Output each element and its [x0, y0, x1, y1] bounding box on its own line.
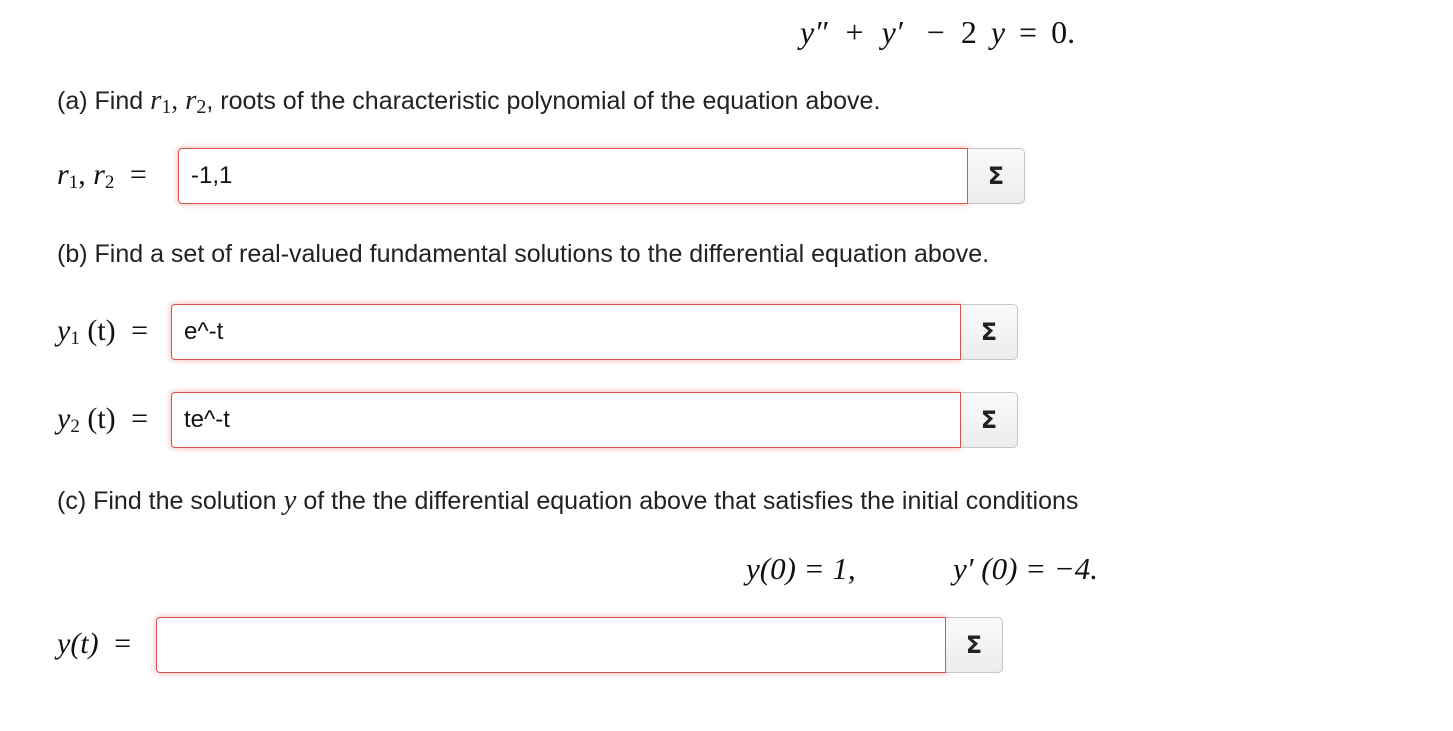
initial-condition-2	[953, 551, 1098, 587]
part-a-var1: r	[150, 84, 162, 116]
y2-label-sub: 2	[70, 416, 80, 437]
solution-label-text: y(t)	[57, 627, 99, 660]
roots-answer-input[interactable]: -1,1	[178, 148, 968, 204]
y2-label-var: y	[57, 402, 71, 435]
y2-label-arg: (t)	[87, 402, 116, 435]
equation-rhs: 0.	[1051, 14, 1076, 50]
roots-label-equals: =	[129, 158, 147, 191]
equation-plus: +	[845, 14, 864, 50]
part-a-prefix: (a) Find	[57, 87, 144, 115]
condition-2-text: y′ (0) = −4.	[953, 551, 1099, 586]
equation-coefficient: 2	[960, 14, 977, 50]
roots-label-sub1: 1	[68, 172, 79, 193]
part-a-sub1: 1	[161, 96, 172, 118]
y2-field-label	[57, 402, 148, 438]
y1-label-arg: (t)	[87, 314, 116, 347]
part-a-comma: ,	[171, 85, 179, 115]
part-a-sub2: 2	[196, 96, 207, 118]
y2-label-equals: =	[131, 402, 149, 435]
part-c-prefix: (c) Find the solution	[57, 487, 277, 515]
roots-label-var1: r	[57, 158, 69, 191]
part-c-suffix: of the the differential equation above that satisfies the initial conditions	[303, 487, 1079, 515]
roots-field-label	[57, 158, 147, 194]
condition-1-text: y(0) = 1,	[746, 551, 856, 586]
roots-sigma-button[interactable]: Σ	[968, 148, 1025, 204]
y2-answer-input[interactable]: te^-t	[171, 392, 961, 448]
equation-minus: −	[926, 14, 945, 50]
solution-sigma-button[interactable]: Σ	[946, 617, 1003, 673]
y1-label-var: y	[57, 314, 71, 347]
y1-label-equals: =	[131, 314, 149, 347]
roots-label-sep: ,	[78, 158, 86, 191]
part-a-var2: r	[185, 84, 197, 116]
equation-y-prime: y′	[881, 14, 903, 50]
solution-label-equals: =	[114, 627, 132, 660]
roots-label-var2: r	[93, 158, 105, 191]
part-a-suffix: , roots of the characteristic polynomial of the equation above.	[206, 87, 881, 115]
y1-label-sub: 1	[70, 328, 80, 349]
initial-condition-1	[746, 551, 856, 587]
solution-field-label	[57, 627, 131, 661]
equation-equals: =	[1019, 14, 1038, 50]
y1-field-label	[57, 314, 148, 350]
y1-answer-input[interactable]: e^-t	[171, 304, 961, 360]
y1-sigma-button[interactable]: Σ	[961, 304, 1018, 360]
part-c-var: y	[283, 484, 297, 516]
differential-equation	[800, 14, 1075, 51]
part-a-prompt	[57, 84, 880, 119]
part-b-prompt: (b) Find a set of real-valued fundamental solutions to the differential equation above.	[57, 240, 990, 268]
equation-y: y	[990, 14, 1006, 50]
roots-label-sub2: 2	[104, 172, 115, 193]
equation-y-double-prime: y″	[800, 14, 828, 50]
solution-answer-input[interactable]	[156, 617, 946, 673]
part-c-prompt	[57, 484, 1078, 517]
y2-sigma-button[interactable]: Σ	[961, 392, 1018, 448]
